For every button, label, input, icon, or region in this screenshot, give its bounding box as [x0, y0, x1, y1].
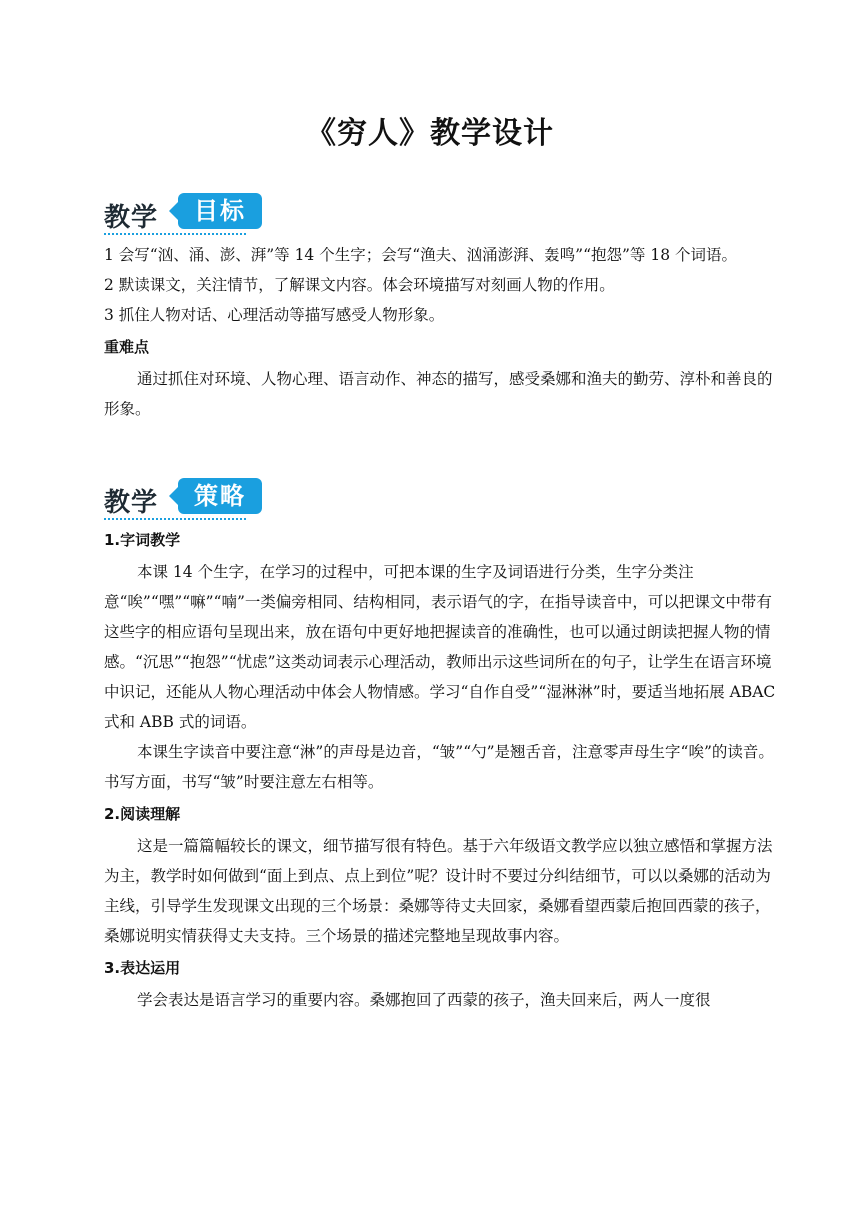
badge-prefix: 教学 — [104, 203, 159, 233]
badge-underline — [104, 518, 246, 520]
badge-label: 目标 — [178, 193, 262, 229]
expression-paragraph: 学会表达是语言学习的重要内容。桑娜抱回了西蒙的孩子，渔夫回来后，两人一度很 — [137, 991, 711, 1009]
strategy-body — [104, 525, 776, 1015]
goals-list — [104, 240, 776, 424]
vocab-paragraph: 本课 14 个生字，在学习的过程中，可把本课的生字及词语进行分类，生字分类注意“唉”“嘿”“嘛”“喃”一类偏旁相同、结构相同，表示语气的字，在指导读音中，可以把课文中带有这些字的相应语句呈现出来，放在语句中更好地把握读音的准确性，也可以通过朗读把握人物的情感。“沉思”“抱怨”“忧虑”这类动词表示心理活动，教师出示这些词所在的句子，让学生在语言环境中识记，还能从人物心理活动中体会人物情感。学习“自作自受”“湿淋淋”时，要适当地拓展 ABAC 式和 ABB 式的词语。 — [104, 563, 776, 731]
badge-underline — [104, 233, 246, 235]
page-title: 《穷人》教学设计 — [306, 116, 554, 151]
expression-heading: 3.表达运用 — [104, 959, 181, 977]
goal-item: 2 默读课文，关注情节，了解课文内容。体会环境描写对刻画人物的作用。 — [104, 276, 615, 294]
goals-section-badge — [104, 193, 264, 237]
goal-item: 3 抓住人物对话、心理活动等描写感受人物形象。 — [104, 306, 445, 324]
reading-heading: 2.阅读理解 — [104, 805, 181, 823]
difficulty-heading: 重难点 — [104, 338, 150, 356]
badge-prefix: 教学 — [104, 488, 159, 518]
vocab-heading: 1.字词教学 — [104, 531, 181, 549]
badge-label: 策略 — [178, 478, 262, 514]
difficulty-text: 通过抓住对环境、人物心理、语言动作、神态的描写，感受桑娜和渔夫的勤劳、淳朴和善良的形象。 — [104, 370, 773, 418]
goal-item: 1 会写“汹、涌、澎、湃”等 14 个生字；会写“渔夫、汹涌澎湃、轰鸣”“抱怨”等 18 个词语。 — [104, 246, 737, 264]
vocab-paragraph: 本课生字读音中要注意“淋”的声母是边音，“皱”“勺”是翘舌音，注意零声母生字“唉”的读音。书写方面，书写“皱”时要注意左右相等。 — [104, 743, 774, 791]
reading-paragraph: 这是一篇篇幅较长的课文，细节描写很有特色。基于六年级语文教学应以独立感悟和掌握方法为主，教学时如何做到“面上到点、点上到位”呢？设计时不要过分纠结细节，可以以桑娜的活动为主线，引导学生发现课文出现的三个场景：桑娜等待丈夫回家，桑娜看望西蒙后抱回西蒙的孩子，桑娜说明实情获得丈夫支持。三个场景的描述完整地呈现故事内容。 — [104, 837, 773, 945]
strategy-section-badge — [104, 478, 264, 522]
